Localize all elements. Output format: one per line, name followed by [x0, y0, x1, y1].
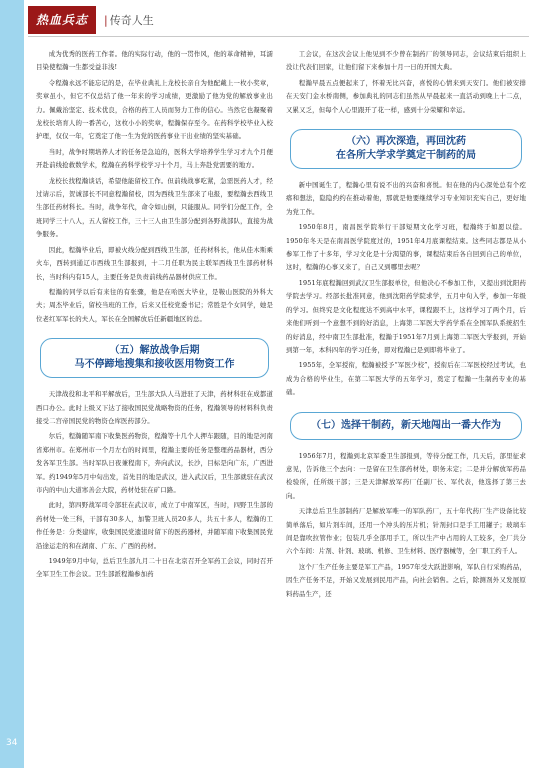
paragraph: 1949年9月中旬，总后卫生部九月二十日在北京召开全军药工会议，同时召开全军卫生工作会议。卫生部派程瀚参加药: [36, 557, 273, 579]
section-heading-6: [290, 129, 522, 169]
section-heading-line2: 在各所大学求学奠定干制药的局: [336, 150, 476, 162]
paragraph: 1955年，全军授衔，程瀚被授予“军医少校”，授衔后在二军医校经过考试，也成为合格的毕业生，在第二军医大学的五年学习，奠定了程瀚一生制药专业的基础。: [286, 361, 526, 397]
magazine-logo: 热血兵志: [28, 6, 96, 34]
left-column: [36, 48, 273, 760]
section-heading-line1: （六）再次深造，再回沈药: [346, 136, 466, 148]
paragraph: 程瀚早晨五点便起来了，怀着无比兴奋，喜悦的心情来到天安门。他们被安排在天安门金水桥南侧，参加典礼的同志们虽然从早晨起来一直活动到晚上十二点，又累又乏，但每个人心里跟开了花一样，感到十分荣耀和幸运。: [286, 78, 526, 114]
paragraph: 令程瀚永远不能忘记的是，在毕业典礼上龙校长亲自为他配戴上一枚小奖章，奖章虽小，但它不仅总结了他一年来的学习成绩，更激励了他为党的解放事业出力。佩戴治坚定、技术优良，合格的药工人员而努力工作的信心。当然它也凝聚着龙校长培育人的一番苦心，这枚小小的奖章，程瀚保存至今。在药科学校毕业入校护理，仅仅一年，它奠定了他一生为党的医药事业干出业绩的坚实基础。: [36, 78, 273, 141]
header-divider: [28, 36, 529, 37]
paragraph: 天津总后卫生部制药厂是解放军唯一的军队药厂，五十年代药厂生产设备比较简单落后，如片剂车间，还用一个冲头的压片机；针剂封口是手工用罐子；玻璃车间是靠吹拉管作业；包装几乎全部用手工，所以生产中占用的人工较多，全厂共分六个车间：片剂、针剂、玻璃、机修、卫生材料、医疗器械等，全厂职工约千人。: [286, 507, 526, 556]
paragraph: 程瀚的同学以后有来往的有张骤，他是在哈医大毕业，是鞍山医院的外科大夫；周杰毕业后，留校当班的工作，后来又任校党委书记；常胜是个女同学，她是位老红军军长的夫人，军长在全国解放后任新疆地区的总。: [36, 287, 273, 323]
paragraph: 龙校长找程瀚谈话，希望他能留校工作。但前线战事吃紧，急需医药人才，经过请示后，贺诚部长不同意程瀚留校，因为西线卫生部来了电报，要程瀚去西线卫生部任药材科长。当时，战争年代，命令如山倒，只能服从。同学们分配工作，全班同学三十八人，五人留校工作，三十三人由卫生部分配到各野战部队，直接为战争服务。: [36, 176, 273, 239]
right-column: [286, 48, 526, 760]
paragraph: 当时，战争时期培养人才的任务是急迫的，医科大学培养学生学习才九个月便开赴前线抢救数学术，程瀚在药科学校学习十个月，马上奔赴党需要的地方。: [36, 147, 273, 170]
paragraph: 这个厂生产任务主要是军工产品，1957年受大跃进影响，军队自行采购药品，因生产任务不足，开始又发展到民用产品，向社会销售。之后，除测剂外又发展原料药品生产，还: [286, 562, 526, 598]
paragraph: 1950年8月，南昌医学院举行干部短期文化学习班，程瀚终于如愿以偿。1950年冬天是在南昌医学院度过的，1951年4月底课程结束。这些同志都是从小参军工作了十多年，学习文化是十分渴望的事，课程结束后各自回到自己的单位，这时，程瀚的心事又来了，自己又到哪里去呢？: [286, 223, 526, 272]
section-title: 传奇人生: [109, 14, 154, 27]
paragraph: 成为优秀的医药工作者。他的实际行动，他的一贯作风，他的革命精神，耳濡目染使程瀚一生都受益非浅!: [36, 50, 273, 72]
paragraph: 1951年底程瀚回到武汉卫生部报单位，但他决心不参加工作，又提出到沈阳药学院去学习。经部长批准同意，他到沈阳药学院求学，五月中旬入学，参加一年级的学习。但终究是文化程度达不到高中水平，课程跟不上，这样学习了两个月，后来他们听到一个意想不到的好消息，上海第二军医大学药学系在全国军队系统招生的好消息，经中南卫生部批准，程瀚于1951年7月到上海第二军医大学报到，开始到第一年，本科四年的学习任务，即对程瀚已是到即将毕业了。: [286, 278, 526, 354]
paragraph: 工会议，在这次会议上他见到不少曾在制药厂的领导同志，会议结束后组织上没让代表们回家，让他们留下来参加十月一日的开国大典。: [286, 50, 526, 72]
paragraph: 尔后，程瀚随军南下收集医药物资，程瀚等十几个人押车跟随，目的地是河南省郑州市。在郑州市一个月左右的时间里，程瀚主要的任务是整理药品器材，西分发各军卫生部。当时军队日夜兼程南下，奔向武汉，长沙，目标是向广东，广西进军。约1949年5月中旬出发，首先目的地是武汉，进入武汉后，卫生部就驻在武汉市内的中山大道寒善会大院，药材处驻在矿口路。: [36, 432, 273, 494]
paragraph: 因此，程瀚毕业后，即被火线分配到西线卫生部，任药材科长，他从佳木斯乘火车，西转到通辽市西线卫生部报到，十二月任职为民主联军西线卫生部药材科长，当时科内有15人，主要任务是负责前线药品器材供应工作。: [36, 245, 273, 281]
divider-bar: |: [104, 14, 108, 27]
section-heading-5: [40, 338, 269, 378]
section-label: [104, 12, 154, 28]
section-heading-line1: （五）解放战争后期: [109, 345, 200, 357]
paragraph: 新中国诞生了，程瀚心里有说不出的兴奋和喜悦。但在他的内心深处总有个疙瘩和想法，隐隐约约在推动着他，那就是他要继续学习专业知识充实自己，更好地为党工作。: [286, 181, 526, 216]
section-heading-7: [290, 412, 522, 440]
section-heading-line1: （七）选择干制药，新天地闯出一番大作为: [311, 419, 501, 431]
section-heading-line2: 马不停蹄地搜集和接收医用物资工作: [74, 359, 235, 371]
paragraph: 1956年7月，程瀚到北京军委卫生部报到，等待分配工作，几天后，部里征求意见，告诉他三个去向：一是留在卫生部药材处，职务未定；二是并分解放军药品检验所，任所级干部；三是天津解放军药厂任副厂长、军代表，他选择了第三去向。: [286, 451, 526, 500]
paragraph: 天津战役和北平和平解放后，卫生部大队人马进驻了天津，药材科驻在成都道西口办公。此时上级又下达了接收国民党战略物资的任务，程瀚领导的材料科负责接受二宫帝国民党的物资仓库医药部分。: [36, 390, 273, 425]
page-number: 34: [6, 738, 18, 748]
paragraph: 此时，第四野战军司令部驻在武汉市，成立了中南军区，当时，四野卫生部的药材处一处三科，干部有30多人，加警卫班人员20多人，共五十多人，程瀚的工作任务是：分类建库，收集国民党遗退时留下的医药器材，并随军南下收集国民党沿途运走的和在湖南、广东、广西的药材。: [36, 501, 273, 550]
page-sidebar: [0, 0, 24, 768]
